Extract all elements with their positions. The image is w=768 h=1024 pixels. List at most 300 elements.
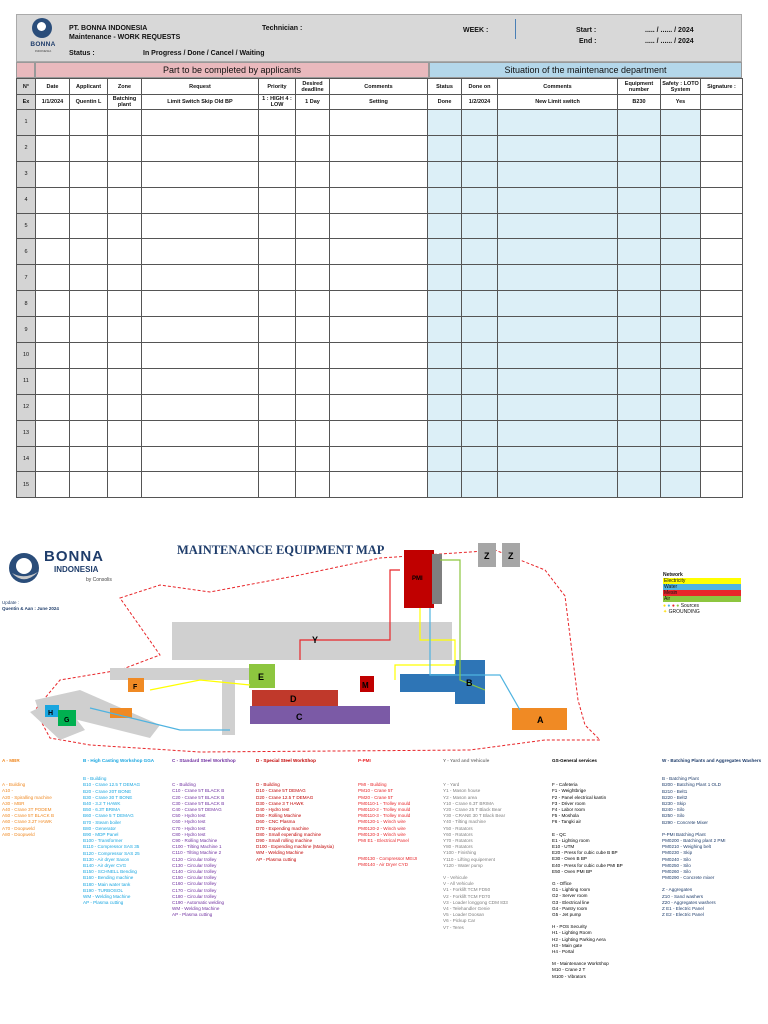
legend-item: V2 - Forklift TCM FD70: [443, 893, 491, 899]
table-cell[interactable]: [618, 343, 661, 369]
table-cell[interactable]: [330, 213, 428, 239]
legend-item: V5 - Loader Doosan: [443, 912, 485, 918]
table-cell[interactable]: [259, 239, 296, 265]
table-cell[interactable]: [618, 291, 661, 317]
band-maintenance: Situation of the maintenance department: [429, 62, 742, 78]
table-cell[interactable]: [108, 343, 142, 369]
table-cell[interactable]: [618, 394, 661, 420]
table-cell[interactable]: [498, 265, 618, 291]
table-cell[interactable]: [108, 110, 142, 136]
table-cell[interactable]: [462, 472, 498, 498]
legend-item: B120 - Compressor SAS 25: [83, 850, 140, 856]
legend-item: C140 - Circular trolley: [172, 869, 217, 875]
row-number: 11: [17, 368, 36, 394]
table-cell[interactable]: [428, 265, 462, 291]
legend-item: B - Building: [83, 776, 107, 782]
table-cell[interactable]: [142, 239, 259, 265]
table-cell[interactable]: [36, 368, 70, 394]
table-cell[interactable]: [428, 239, 462, 265]
legend-item: B220 - Belt2: [662, 794, 688, 800]
table-cell[interactable]: [142, 472, 259, 498]
source-dot-icon: ●: [671, 603, 675, 609]
table-cell[interactable]: [428, 291, 462, 317]
table-cell[interactable]: [36, 291, 70, 317]
col-equipment: Equipment number: [618, 79, 661, 95]
legend-item: E40 - Press for cubic cube PMI BP: [552, 862, 623, 868]
update-value: Quentin & Aan : June 2024: [2, 606, 59, 611]
pmi-annex: [432, 554, 442, 604]
table-cell[interactable]: [330, 135, 428, 161]
legend-item: Z10 - Sand washers: [662, 893, 704, 899]
table-cell[interactable]: [701, 265, 743, 291]
table-cell[interactable]: [462, 239, 498, 265]
table-cell[interactable]: [498, 317, 618, 343]
logo-word: BONNA: [30, 41, 56, 48]
table-cell[interactable]: [142, 446, 259, 472]
table-cell[interactable]: [330, 420, 428, 446]
table-cell[interactable]: [498, 161, 618, 187]
table-cell[interactable]: [618, 110, 661, 136]
legend-item: Y70 - Rotators: [443, 838, 473, 844]
table-cell[interactable]: [428, 317, 462, 343]
table-cell[interactable]: [296, 420, 330, 446]
col-applicant: Applicant: [70, 79, 108, 95]
legend-item: C90 - Rolling Machine: [172, 838, 218, 844]
table-cell[interactable]: [498, 472, 618, 498]
legend-item: Y50 - Rotators: [443, 825, 473, 831]
table-cell[interactable]: [142, 135, 259, 161]
network-item: Mesin: [663, 590, 741, 596]
table-cell[interactable]: [259, 135, 296, 161]
table-cell[interactable]: [330, 291, 428, 317]
table-cell[interactable]: [296, 161, 330, 187]
table-cell[interactable]: [462, 368, 498, 394]
legend-item: M100 - Vibrators: [552, 973, 586, 979]
table-cell[interactable]: [661, 317, 701, 343]
table-cell[interactable]: [330, 317, 428, 343]
legend-item: PM0140 - Air Dryer CYD: [358, 862, 409, 868]
table-cell[interactable]: [108, 213, 142, 239]
table-cell[interactable]: [462, 446, 498, 472]
network-legend: [663, 572, 741, 615]
table-cell[interactable]: [661, 265, 701, 291]
table-cell[interactable]: [108, 394, 142, 420]
table-cell[interactable]: [462, 394, 498, 420]
row-number: 9: [17, 317, 36, 343]
table-cell[interactable]: [296, 213, 330, 239]
legend-item: A - Building: [2, 782, 26, 788]
band-corner: [16, 62, 35, 78]
grounding-note: [663, 609, 741, 615]
table-cell[interactable]: [701, 239, 743, 265]
table-cell[interactable]: [259, 291, 296, 317]
table-cell[interactable]: [428, 187, 462, 213]
work-request-table: [16, 78, 743, 498]
table-cell[interactable]: [142, 394, 259, 420]
table-cell[interactable]: [142, 317, 259, 343]
table-cell[interactable]: [661, 420, 701, 446]
table-cell[interactable]: [618, 135, 661, 161]
network-item: Electricity: [663, 578, 741, 584]
table-cell[interactable]: [701, 420, 743, 446]
table-cell[interactable]: [661, 161, 701, 187]
ex-priority: 1 : HIGH 4 : LOW: [259, 95, 296, 110]
table-cell[interactable]: [108, 161, 142, 187]
table-cell[interactable]: [108, 239, 142, 265]
table-cell[interactable]: [701, 213, 743, 239]
bonna-logo: [21, 17, 65, 61]
table-cell[interactable]: [661, 446, 701, 472]
table-cell[interactable]: [498, 394, 618, 420]
table-cell[interactable]: [70, 187, 108, 213]
table-cell[interactable]: [142, 291, 259, 317]
table-cell[interactable]: [330, 343, 428, 369]
ex-status: Done: [428, 95, 462, 110]
table-cell[interactable]: [70, 161, 108, 187]
table-cell[interactable]: [259, 265, 296, 291]
legend-item: G3 - Electrical line: [552, 899, 590, 905]
logo-sub: INDONESIA: [34, 49, 52, 53]
table-cell[interactable]: [428, 420, 462, 446]
row-number: 15: [17, 472, 36, 498]
table-cell[interactable]: [462, 213, 498, 239]
zone-c-block: [250, 706, 390, 724]
legend-item: V - Vehicule: [443, 875, 468, 881]
legend-item: A60 - Crane 3.2T HAWK: [2, 819, 53, 825]
table-cell[interactable]: [70, 368, 108, 394]
table-cell[interactable]: [108, 187, 142, 213]
table-cell[interactable]: [701, 161, 743, 187]
table-cell[interactable]: [618, 317, 661, 343]
table-cell[interactable]: [498, 213, 618, 239]
table-cell[interactable]: [142, 161, 259, 187]
legend-item: H1 - Lighting Room: [552, 930, 592, 936]
table-cell[interactable]: [462, 317, 498, 343]
table-cell[interactable]: [701, 291, 743, 317]
col-signature: Signature :: [701, 79, 743, 95]
map-logo-word: BONNA: [44, 548, 104, 565]
table-cell[interactable]: [70, 265, 108, 291]
table-cell[interactable]: [428, 161, 462, 187]
table-cell[interactable]: [259, 472, 296, 498]
table-cell[interactable]: [498, 291, 618, 317]
technician-label: Technician :: [262, 25, 303, 32]
table-cell[interactable]: [36, 420, 70, 446]
table-cell[interactable]: [36, 394, 70, 420]
table-cell[interactable]: [701, 135, 743, 161]
table-cell[interactable]: [428, 368, 462, 394]
table-cell[interactable]: [142, 110, 259, 136]
table-cell[interactable]: [661, 213, 701, 239]
legend-item: PM0120-3 - Winch wire: [358, 831, 406, 837]
table-cell[interactable]: [701, 394, 743, 420]
table-cell[interactable]: [108, 472, 142, 498]
table-cell[interactable]: [701, 446, 743, 472]
legend-item: B200 - Batching Plant 1 OLD: [662, 782, 721, 788]
table-cell[interactable]: [70, 213, 108, 239]
table-cell[interactable]: [618, 161, 661, 187]
table-cell[interactable]: [462, 420, 498, 446]
table-cell[interactable]: [259, 161, 296, 187]
table-cell[interactable]: [330, 187, 428, 213]
legend-item: B40 - 3.2 T HAWK: [83, 801, 121, 807]
zone-label-z2: Z: [508, 551, 514, 561]
legend-item: AP - Plasma cutting: [172, 912, 213, 918]
table-cell[interactable]: [296, 239, 330, 265]
table-cell[interactable]: [70, 317, 108, 343]
zone-label-m: M: [362, 681, 369, 690]
table-cell[interactable]: [296, 110, 330, 136]
table-cell[interactable]: [330, 161, 428, 187]
map-logo-by: by Consolis: [86, 577, 112, 583]
table-cell[interactable]: [618, 472, 661, 498]
table-cell[interactable]: [661, 187, 701, 213]
legend-item: C50 - Hydro test: [172, 813, 206, 819]
example-row: [17, 95, 743, 110]
legend-item: B10 - Crane 12.5 T DEMAG: [83, 782, 141, 788]
legend-item: B80 - Generator: [83, 825, 116, 831]
table-cell[interactable]: [259, 368, 296, 394]
table-cell[interactable]: [462, 291, 498, 317]
table-cell[interactable]: [330, 472, 428, 498]
table-cell[interactable]: [108, 368, 142, 394]
table-cell[interactable]: [259, 446, 296, 472]
table-cell[interactable]: [701, 187, 743, 213]
row-number: 6: [17, 239, 36, 265]
table-cell[interactable]: [36, 239, 70, 265]
table-cell[interactable]: [259, 213, 296, 239]
table-cell[interactable]: [462, 110, 498, 136]
legend-item: A30 - MBR: [2, 800, 25, 806]
table-cell[interactable]: [296, 472, 330, 498]
legend-title: A - MBR: [2, 758, 20, 763]
legend-item: C100 - Tilting Machine 1: [172, 844, 222, 850]
legend-title: Y - Yard and Vehicule: [443, 758, 490, 763]
table-cell[interactable]: [108, 317, 142, 343]
table-cell[interactable]: [498, 110, 618, 136]
table-cell[interactable]: [661, 291, 701, 317]
legend-item: C120 - Circular trolley: [172, 856, 217, 862]
table-cell[interactable]: [618, 239, 661, 265]
table-cell[interactable]: [70, 472, 108, 498]
table-cell[interactable]: [296, 135, 330, 161]
table-cell[interactable]: [70, 420, 108, 446]
table-cell[interactable]: [70, 446, 108, 472]
table-cell[interactable]: [296, 343, 330, 369]
table-cell[interactable]: [661, 394, 701, 420]
sources-label: Sources: [680, 603, 700, 609]
legend-item: C80 - Hydro test: [172, 831, 206, 837]
table-cell[interactable]: [701, 110, 743, 136]
table-cell[interactable]: [70, 110, 108, 136]
table-cell[interactable]: [618, 187, 661, 213]
table-cell[interactable]: [428, 213, 462, 239]
table-cell[interactable]: [108, 446, 142, 472]
table-cell[interactable]: [701, 317, 743, 343]
table-cell[interactable]: [70, 135, 108, 161]
table-cell[interactable]: [259, 343, 296, 369]
table-cell[interactable]: [296, 265, 330, 291]
end-label: End :: [579, 38, 597, 45]
legend-item: C110 - Tilting Machine 2: [172, 850, 222, 856]
table-cell[interactable]: [661, 110, 701, 136]
legend-item: M10 - Crane 2 T: [552, 967, 586, 973]
table-cell[interactable]: [70, 343, 108, 369]
table-cell[interactable]: [296, 291, 330, 317]
legend-item: WM - Welding Machine: [83, 894, 131, 900]
col-safety: Safety : LOTO System: [662, 80, 699, 93]
site-map: [0, 540, 768, 755]
table-cell[interactable]: [108, 135, 142, 161]
table-cell[interactable]: [618, 213, 661, 239]
table-cell[interactable]: [259, 187, 296, 213]
zone-label-z1: Z: [484, 551, 490, 561]
sheet-header: [16, 14, 742, 62]
table-cell[interactable]: [498, 239, 618, 265]
row-number: 8: [17, 291, 36, 317]
table-cell[interactable]: [618, 420, 661, 446]
table-row: [17, 135, 743, 161]
table-cell[interactable]: [70, 239, 108, 265]
legend-item: C40 - Crane 5T DEMAG: [172, 807, 222, 813]
table-cell[interactable]: [498, 368, 618, 394]
table-cell[interactable]: [618, 265, 661, 291]
table-cell[interactable]: [36, 110, 70, 136]
table-cell[interactable]: [70, 394, 108, 420]
table-cell[interactable]: [296, 394, 330, 420]
table-cell[interactable]: [661, 343, 701, 369]
legend-item: Y30 - CRANE 30 T Black Bear: [443, 813, 506, 819]
table-cell[interactable]: [296, 187, 330, 213]
table-cell[interactable]: [36, 343, 70, 369]
table-cell[interactable]: [259, 110, 296, 136]
table-cell[interactable]: [661, 135, 701, 161]
table-cell[interactable]: [108, 265, 142, 291]
table-cell[interactable]: [36, 472, 70, 498]
table-cell[interactable]: [36, 135, 70, 161]
table-cell[interactable]: [701, 343, 743, 369]
table-cell[interactable]: [498, 135, 618, 161]
legend-item: B290 - Concrete Mixer: [662, 819, 708, 825]
table-cell[interactable]: [108, 420, 142, 446]
table-cell[interactable]: [330, 368, 428, 394]
table-cell[interactable]: [330, 110, 428, 136]
table-cell[interactable]: [462, 343, 498, 369]
table-cell[interactable]: [70, 291, 108, 317]
legend-title: P-PMI: [358, 758, 371, 763]
legend-item: Z E1 - Electric Panel: [662, 906, 704, 912]
legend-item: B110 - Compressor SAS 35: [83, 844, 140, 850]
table-cell[interactable]: [142, 420, 259, 446]
table-cell[interactable]: [142, 368, 259, 394]
legend-item: Z20 - Aggregates washers: [662, 899, 716, 905]
table-cell[interactable]: [36, 213, 70, 239]
table-cell[interactable]: [142, 213, 259, 239]
table-cell[interactable]: [330, 394, 428, 420]
table-cell[interactable]: [618, 368, 661, 394]
table-cell[interactable]: [462, 265, 498, 291]
table-cell[interactable]: [36, 265, 70, 291]
table-row: [17, 291, 743, 317]
table-cell[interactable]: [428, 110, 462, 136]
legend-item: WM - Welding Machine: [256, 850, 304, 856]
table-cell[interactable]: [701, 368, 743, 394]
table-cell[interactable]: [296, 317, 330, 343]
band-applicants: Part to be completed by applicants: [35, 62, 429, 78]
legend-item: Y10 - Crane 6.3T BRIMA: [443, 800, 494, 806]
table-cell[interactable]: [661, 472, 701, 498]
table-cell[interactable]: [36, 317, 70, 343]
table-cell[interactable]: [701, 472, 743, 498]
table-cell[interactable]: [330, 265, 428, 291]
network-item: Air: [663, 596, 741, 602]
table-cell[interactable]: [36, 446, 70, 472]
zone-b-block: [400, 674, 460, 692]
table-cell[interactable]: [428, 472, 462, 498]
table-cell[interactable]: [498, 187, 618, 213]
table-cell[interactable]: [462, 161, 498, 187]
table-cell[interactable]: [462, 135, 498, 161]
table-cell[interactable]: [330, 446, 428, 472]
table-cell[interactable]: [428, 343, 462, 369]
table-cell[interactable]: [428, 446, 462, 472]
legend-item: C10 - Crane 5T BLACK B: [172, 788, 225, 794]
table-cell[interactable]: [259, 394, 296, 420]
table-cell[interactable]: [498, 446, 618, 472]
legend-item: PM0120-1 - Winch wire: [358, 819, 406, 825]
table-cell[interactable]: [618, 446, 661, 472]
legend-column: [443, 758, 508, 931]
legend-column: [83, 758, 163, 906]
table-cell[interactable]: [36, 161, 70, 187]
table-cell[interactable]: [661, 368, 701, 394]
table-cell[interactable]: [108, 291, 142, 317]
legend-item: A40 - Crane 3T PODEM: [2, 807, 52, 813]
legend-column: [256, 758, 334, 863]
table-cell[interactable]: [498, 420, 618, 446]
ex-request: Limit Switch Skip Old BP: [142, 95, 259, 110]
table-cell[interactable]: [428, 394, 462, 420]
ex-done-on: 1/2/2024: [462, 95, 498, 110]
table-cell[interactable]: [259, 420, 296, 446]
table-cell[interactable]: [142, 187, 259, 213]
start-value[interactable]: ..... / ...... / 2024: [645, 27, 694, 34]
table-cell[interactable]: [296, 368, 330, 394]
legend-item: C30 - Crane 5T BLACK B: [172, 800, 225, 806]
table-cell[interactable]: [661, 239, 701, 265]
legend-item: Y20 - Crane 25 T Black Bear: [443, 807, 502, 813]
table-cell[interactable]: [462, 187, 498, 213]
source-dot-icon: ●: [663, 603, 667, 609]
table-cell[interactable]: [330, 239, 428, 265]
table-cell[interactable]: [142, 265, 259, 291]
end-value[interactable]: ..... / ...... / 2024: [645, 38, 694, 45]
table-cell[interactable]: [259, 317, 296, 343]
legend-item: Y60 - Rotators: [443, 831, 473, 837]
table-cell[interactable]: [36, 187, 70, 213]
table-cell[interactable]: [296, 446, 330, 472]
legend-item: A70 - Doopweld: [2, 825, 35, 831]
table-cell[interactable]: [142, 343, 259, 369]
table-cell[interactable]: [428, 135, 462, 161]
col-done-on: Done on: [462, 79, 498, 95]
legend-item: PM0110-2 - Trolley mould: [358, 807, 411, 813]
col-m-comments: Comments: [498, 79, 618, 95]
zone-label-e: E: [258, 672, 265, 682]
legend-title: C - Standard Steel WorkShop: [172, 758, 236, 763]
legend-item: PM0230 - Skip: [662, 850, 693, 856]
table-cell[interactable]: [498, 343, 618, 369]
